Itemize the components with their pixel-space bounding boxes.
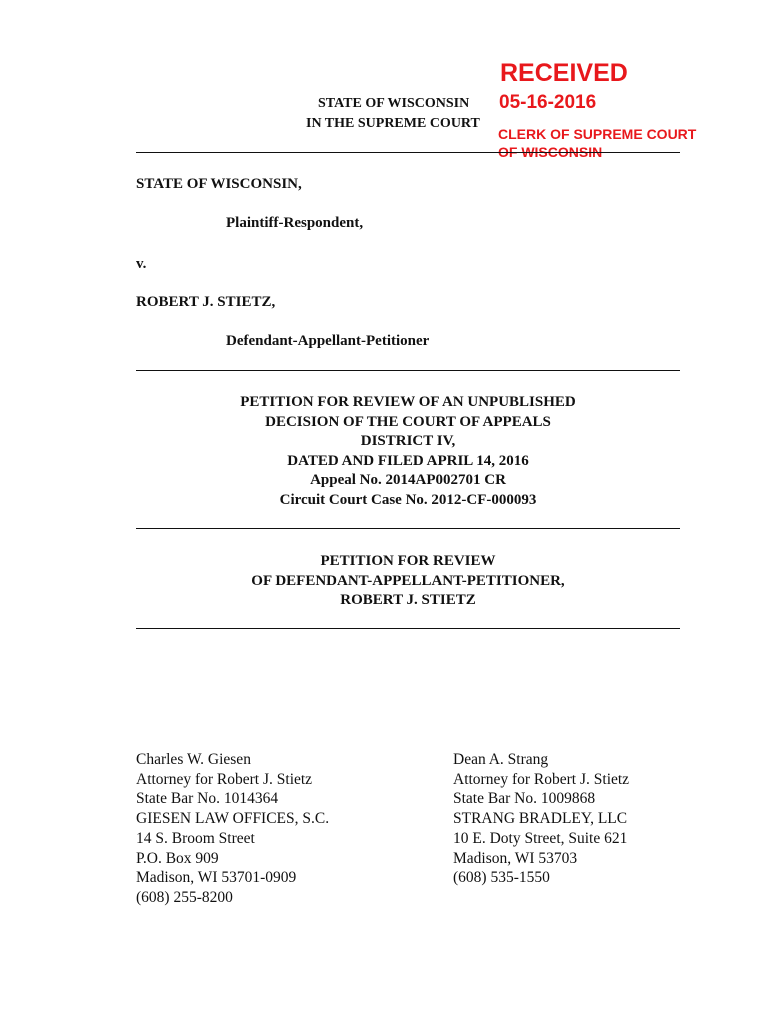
- counsel-right-line: Madison, WI 53703: [453, 849, 578, 867]
- petition-title-line: PETITION FOR REVIEW: [320, 553, 496, 569]
- defendant-name: ROBERT J. STIETZ,: [136, 294, 276, 310]
- petition-info-line: Circuit Court Case No. 2012-CF-000093: [279, 491, 537, 508]
- petition-info-line: PETITION FOR REVIEW OF AN UNPUBLISHED: [240, 394, 576, 410]
- plaintiff-name: STATE OF WISCONSIN,: [136, 176, 302, 192]
- counsel-right-block: [453, 750, 629, 888]
- counsel-left-line: Charles W. Giesen: [136, 751, 251, 768]
- petition-title-block: [136, 552, 680, 611]
- received-stamp-date: 05-16-2016: [499, 92, 597, 113]
- counsel-left-line: (608) 255-8200: [136, 888, 233, 906]
- counsel-left-line: State Bar No. 1014364: [136, 790, 279, 808]
- divider-rule-2: [136, 370, 680, 371]
- divider-rule-1: [136, 152, 680, 153]
- counsel-left-line: Attorney for Robert J. Stietz: [136, 770, 313, 788]
- divider-rule-4: [136, 628, 680, 629]
- counsel-right-line: STRANG BRADLEY, LLC: [453, 810, 628, 828]
- counsel-left-line: P.O. Box 909: [136, 849, 219, 867]
- counsel-right-line: State Bar No. 1009868: [453, 790, 596, 808]
- counsel-right-line: (608) 535-1550: [453, 869, 550, 887]
- petition-title-line: ROBERT J. STIETZ: [340, 592, 476, 609]
- counsel-left-block: [136, 750, 329, 908]
- defendant-role: Defendant-Appellant-Petitioner: [226, 333, 430, 349]
- court-state-heading: STATE OF WISCONSIN: [318, 96, 470, 111]
- plaintiff-role: Plaintiff-Respondent,: [226, 215, 364, 231]
- received-stamp-clerk: CLERK OF SUPREME COURT: [498, 126, 697, 142]
- counsel-left-line: GIESEN LAW OFFICES, S.C.: [136, 810, 330, 828]
- petition-info-line: DECISION OF THE COURT OF APPEALS: [265, 413, 551, 430]
- counsel-left-line: 14 S. Broom Street: [136, 829, 255, 847]
- counsel-right-line: 10 E. Doty Street, Suite 621: [453, 829, 628, 847]
- court-name-heading: IN THE SUPREME COURT: [306, 116, 480, 131]
- counsel-right-line: Dean A. Strang: [453, 751, 549, 768]
- petition-info-block: [136, 393, 680, 511]
- petition-info-line: DATED AND FILED APRIL 14, 2016: [287, 452, 529, 469]
- counsel-right-line: Attorney for Robert J. Stietz: [453, 770, 630, 788]
- received-stamp-title: RECEIVED: [500, 59, 628, 87]
- petition-info-line: Appeal No. 2014AP002701 CR: [310, 472, 506, 489]
- divider-rule-3: [136, 528, 680, 529]
- counsel-left-line: Madison, WI 53701-0909: [136, 869, 297, 887]
- petition-info-line: DISTRICT IV,: [360, 433, 456, 450]
- received-stamp-clerk-state: OF WISCONSIN: [498, 144, 603, 160]
- versus-label: v.: [136, 256, 147, 272]
- petition-title-line: OF DEFENDANT-APPELLANT-PETITIONER,: [251, 572, 565, 589]
